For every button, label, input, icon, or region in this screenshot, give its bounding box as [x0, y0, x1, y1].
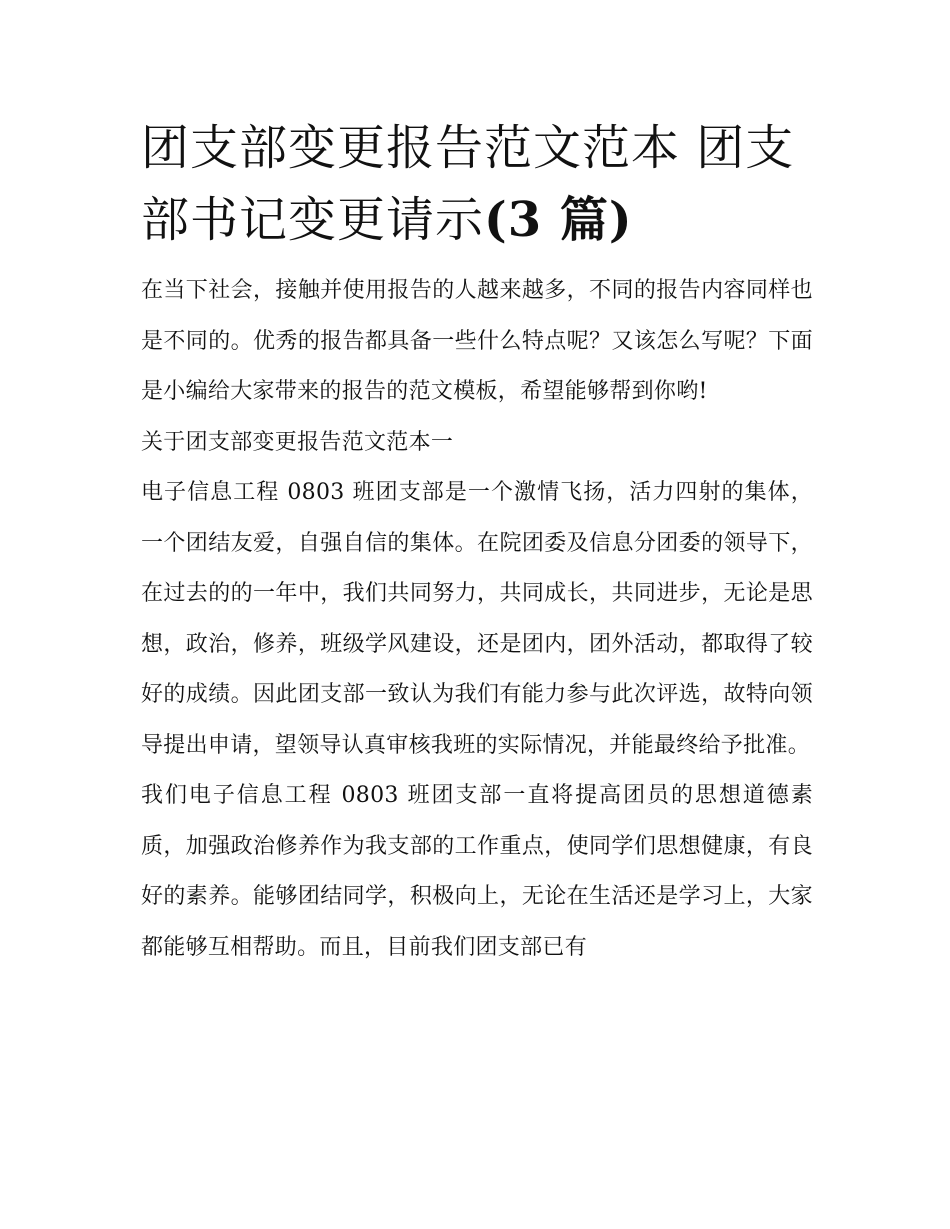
body-paragraph-2: 我们电子信息工程 0803 班团支部一直将提高团员的思想道德素质，加强政治修养作为我支部的工作重点，使同学们思想健康，有良好的素养。能够团结同学，积极向上，无论在生活还是学习上，大家都能够互相帮助。而且，目前我们团支部已有 — [141, 783, 813, 960]
section-heading: 关于团支部变更报告范文范本一 — [141, 429, 454, 455]
body-paragraph-1: 电子信息工程 0803 班团支部是一个激情飞扬，活力四射的集体，一个团结友爱，自强自信的集体。在院团委及信息分团委的领导下，在过去的的一年中，我们共同努力，共同成长，共同进步，无论是思想，政治，修养，班级学风建设，还是团内，团外活动，都取得了较好的成绩。因此团支部一致认为我们有能力参与此次评选，故特向领导提出申请，望领导认真审核我班的实际情况，并能最终给予批准。 — [141, 480, 813, 758]
document-content — [141, 112, 813, 973]
document-title — [141, 112, 813, 256]
title-article-count: (3 篇) — [484, 192, 633, 248]
intro-paragraph: 在当下社会，接触并使用报告的人越来越多，不同的报告内容同样也是不同的。优秀的报告都具备一些什么特点呢？又该怎么写呢？下面是小编给大家带来的报告的范文模板，希望能够帮到你哟! — [141, 278, 813, 404]
title-line-1: 团支部变更报告范文范本 团支 — [141, 120, 795, 176]
title-line-2: 部书记变更请示 — [141, 192, 485, 248]
document-body — [141, 266, 813, 973]
